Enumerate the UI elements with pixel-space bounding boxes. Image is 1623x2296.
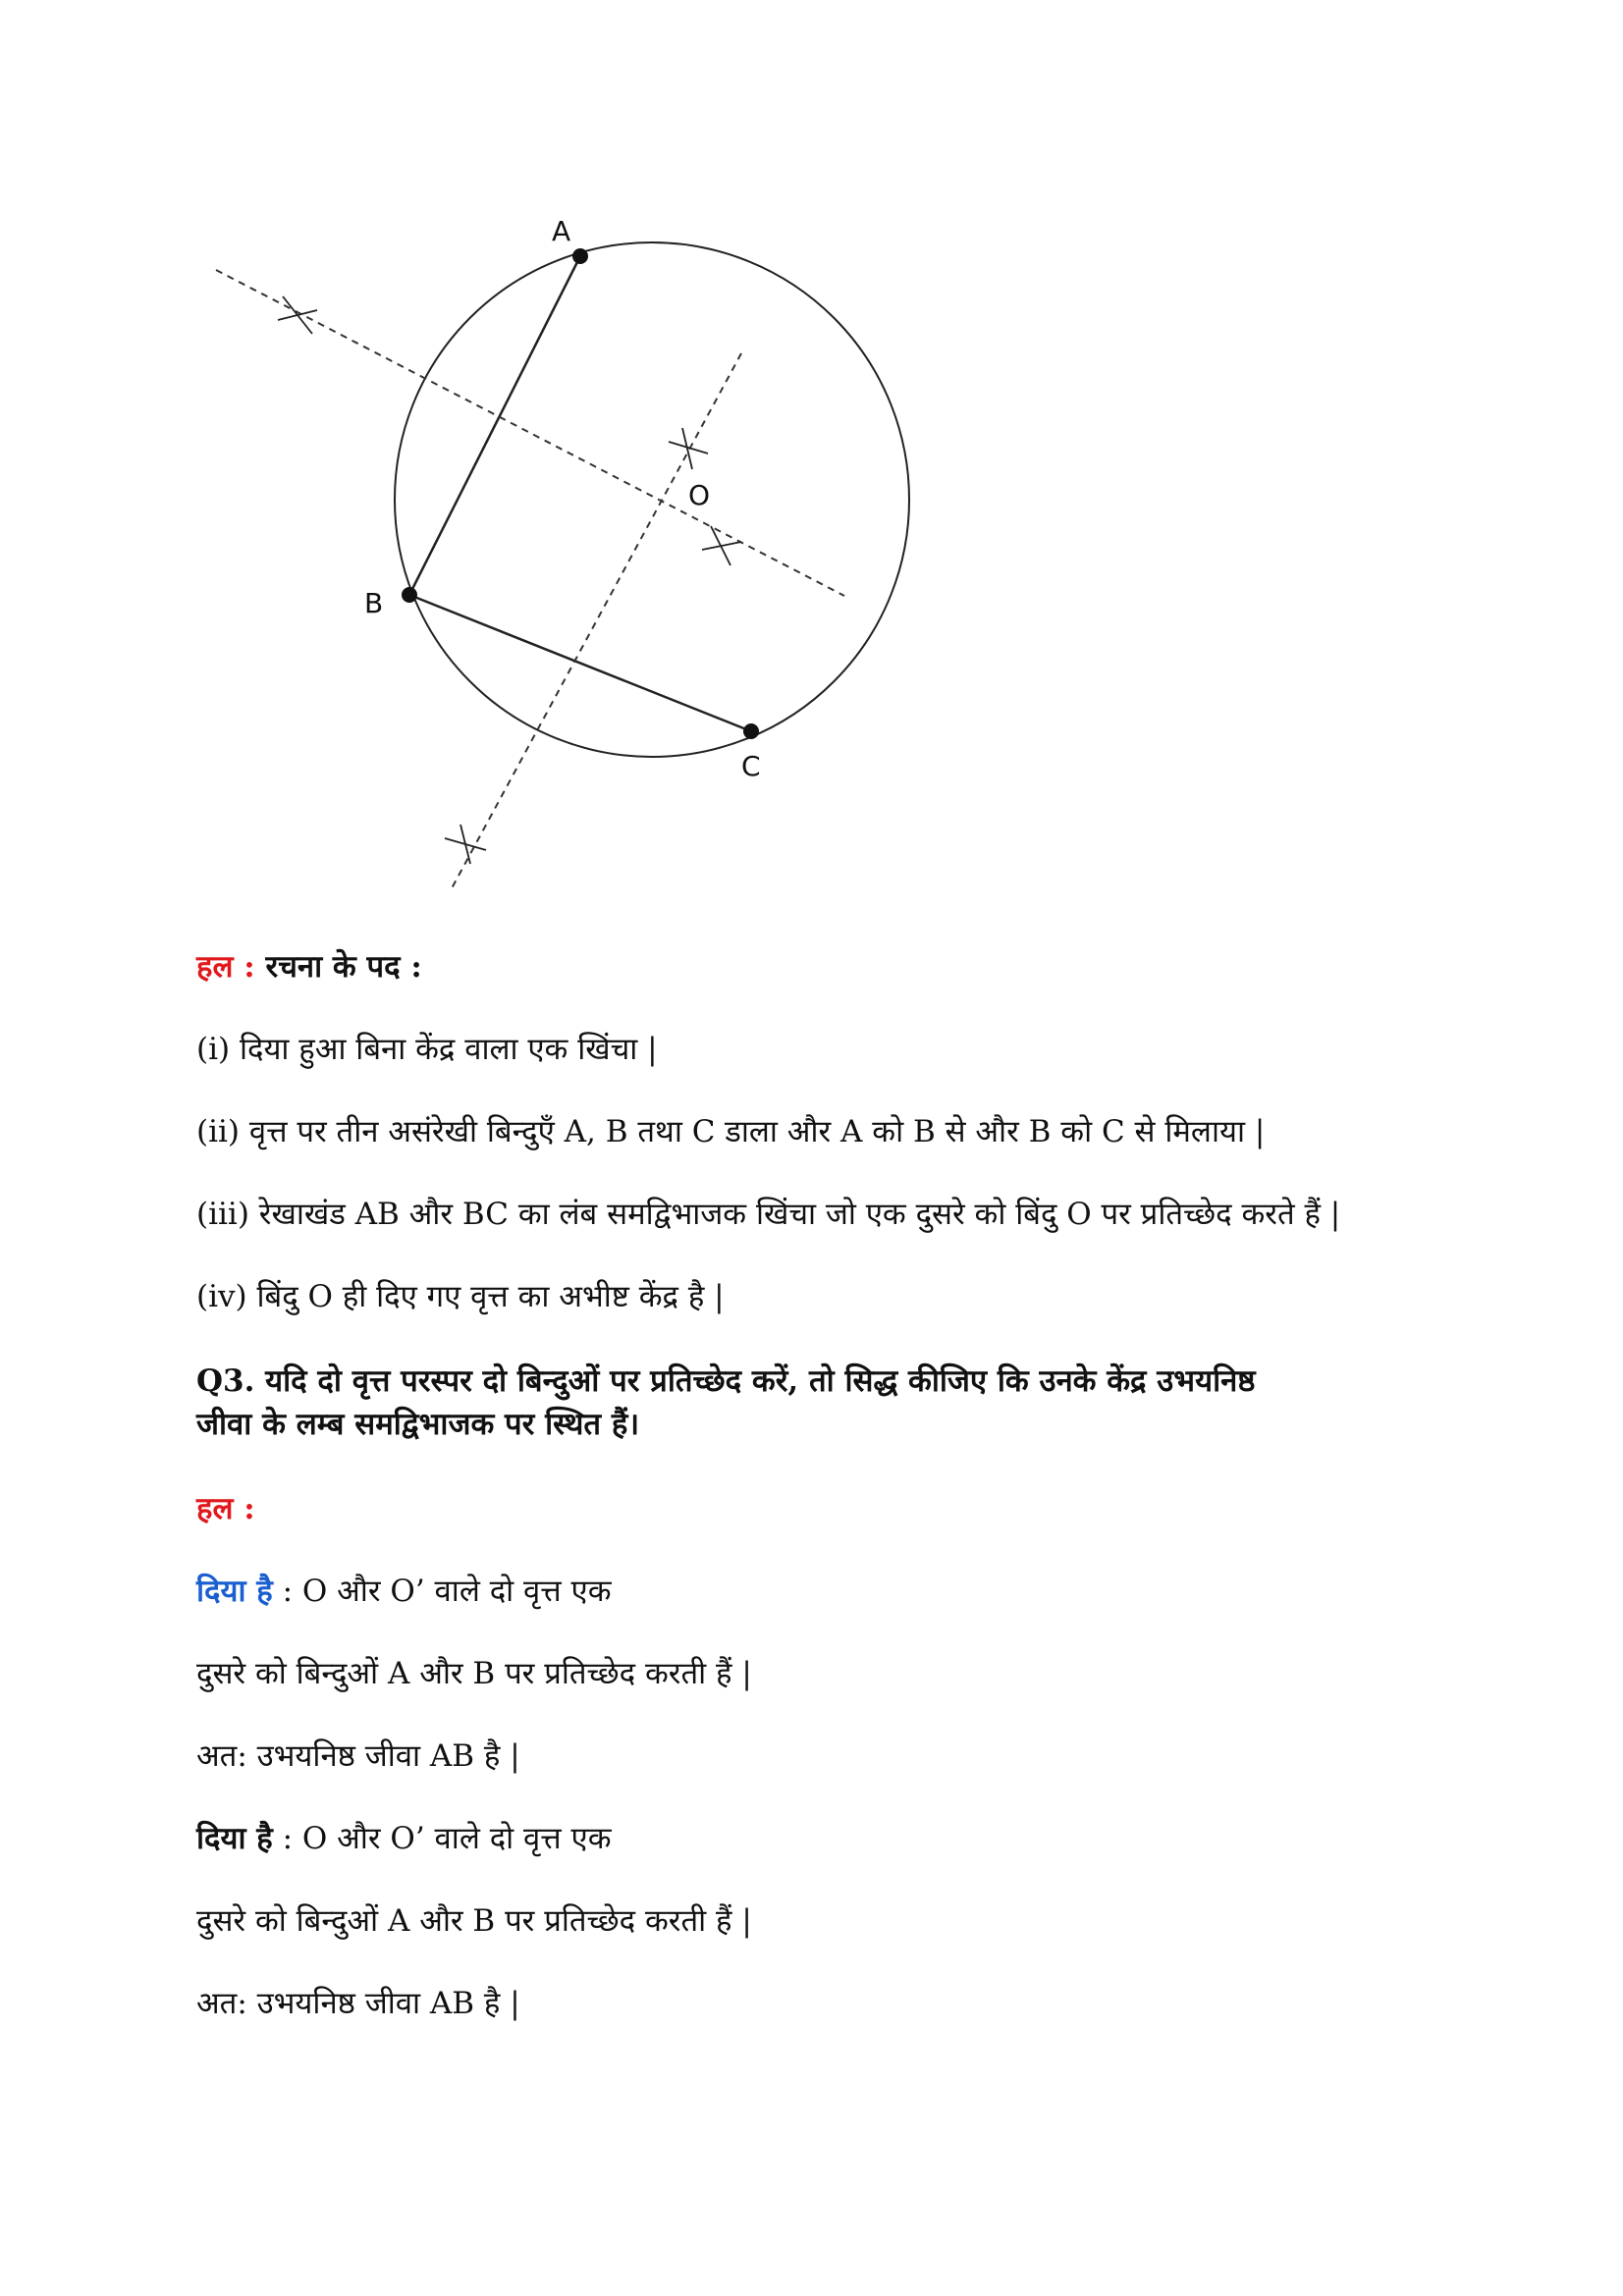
bisector-ab: [216, 270, 844, 596]
bisector-bc: [452, 353, 741, 888]
point-a: [572, 248, 588, 264]
arc-mark-4: [445, 825, 486, 864]
question-3: [196, 1360, 1473, 1446]
label-o: O: [688, 479, 711, 511]
point-c: [743, 723, 759, 739]
document-body: [196, 947, 1473, 2066]
step-2: (ii) वृत्त पर तीन असंरेखी बिन्दुएँ A, B तथा C डाला और A को B से और B को C से मिलाया |: [196, 1114, 1266, 1149]
solution-3-heading: हल :: [196, 1491, 255, 1526]
given-1-text: : O और O’ वाले दो वृत्त एक: [272, 1574, 612, 1609]
given-2-line-2: दुसरे को बिन्दुओं A और B पर प्रतिच्छेद करती हैं |: [196, 1903, 752, 1939]
given-1-label: दिया है: [196, 1574, 273, 1609]
arc-mark-1: [278, 296, 317, 334]
circle-construction-figure: [191, 196, 957, 903]
circle: [395, 242, 909, 757]
given-1: [196, 1572, 1473, 1611]
step-1: (i) दिया हुआ बिना केंद्र वाला एक खिंचा |: [196, 1032, 658, 1067]
step-3: (iii) रेखाखंड AB और BC का लंब समद्विभाजक खिंचा जो एक दुसरे को बिंदु O पर प्रतिच्छेद करते हैं |: [196, 1197, 1341, 1232]
label-b: B: [364, 587, 384, 619]
given-2: [196, 1819, 1473, 1858]
given-1-line-3: अत: उभयनिष्ठ जीवा AB है |: [196, 1738, 520, 1774]
given-2-text: : O और O’ वाले दो वृत्त एक: [272, 1821, 612, 1856]
arc-mark-2: [702, 526, 741, 565]
solution-label: हल :: [196, 949, 255, 985]
point-b: [402, 587, 417, 603]
step-4: (iv) बिंदु O ही दिए गए वृत्त का अभीष्ट केंद्र है |: [196, 1279, 725, 1314]
arc-mark-3: [669, 428, 708, 469]
chord-ab: [409, 256, 580, 595]
given-1-line-2: दुसरे को बिन्दुओं A और B पर प्रतिच्छेद करती हैं |: [196, 1656, 752, 1691]
given-2-label: दिया है: [196, 1821, 273, 1856]
chord-bc: [409, 595, 751, 731]
solution-heading: [196, 947, 1473, 987]
label-c: C: [741, 750, 761, 782]
given-2-line-3: अत: उभयनिष्ठ जीवा AB है |: [196, 1986, 520, 2021]
question-3-line-2: जीवा के लम्ब समद्विभाजक पर स्थित हैं।: [196, 1407, 640, 1442]
construction-steps-title: रचना के पद :: [265, 949, 422, 985]
label-a: A: [552, 215, 571, 247]
question-3-line-1: Q3. यदि दो वृत्त परस्पर दो बिन्दुओं पर प्रतिच्छेद करें, तो सिद्ध कीजिए कि उनके केंद्र उभयनिष्ठ: [196, 1363, 1256, 1399]
